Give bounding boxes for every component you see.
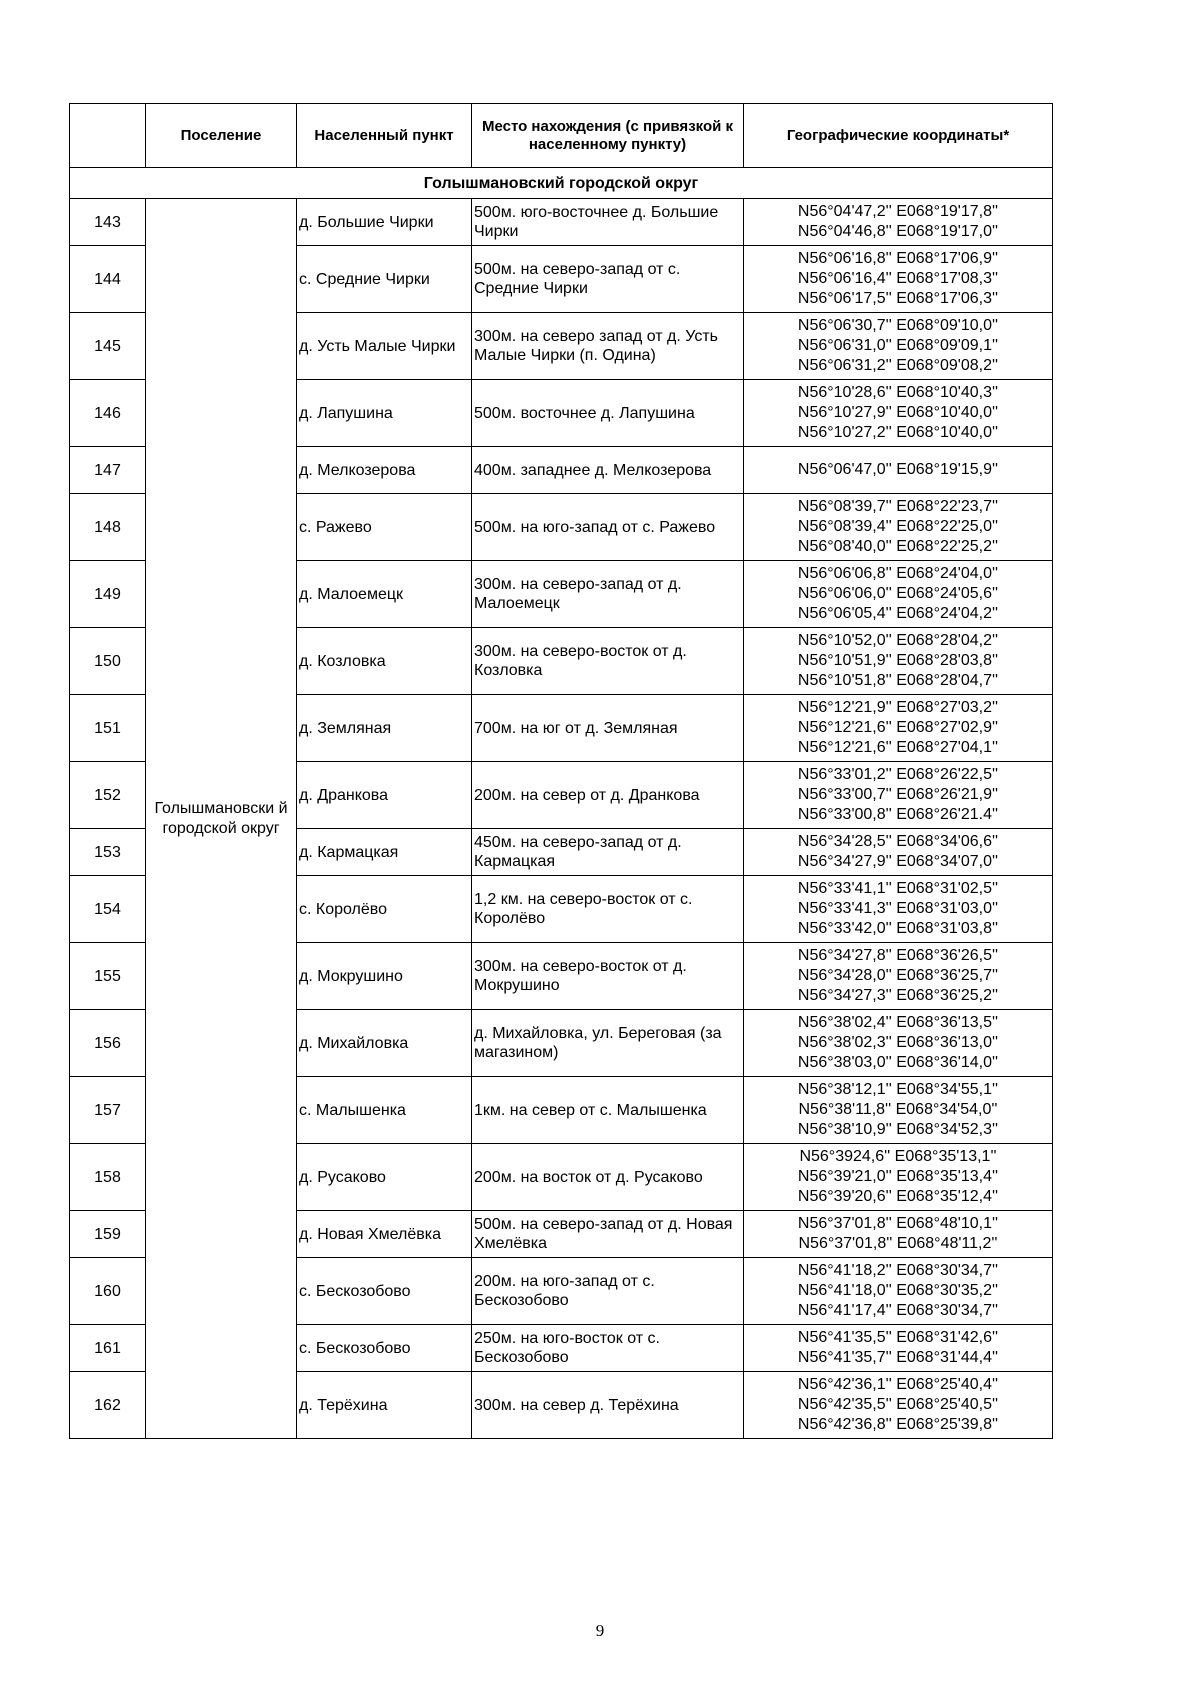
coordinate-line: N56°37'01,8'' E068°48'11,2'': [798, 1235, 998, 1252]
coordinate-line: N56°10'51,8'' E068°28'04,7'': [797, 672, 999, 689]
coordinate-line: N56°41'17,4'' E068°30'34,7'': [797, 1302, 999, 1319]
coordinate-line: N56°06'05,4'' E068°24'04,2'': [797, 605, 999, 622]
place-cell: 500м. на юго-запад от с. Ражево: [472, 494, 744, 561]
place-cell: 300м. на север д. Терёхина: [472, 1372, 744, 1439]
coordinate-line: N56°06'47,0'' E068°19'15,9'': [797, 461, 999, 478]
row-number: 156: [70, 1010, 146, 1077]
coordinate-line: N56°38'12,1'' E068°34'55,1'': [797, 1081, 999, 1098]
coordinate-line: N56°34'27,8'' E068°36'26,5'': [797, 947, 999, 964]
place-cell: 1,2 км. на северо-восток от с. Королёво: [472, 876, 744, 943]
header-settlement: Поселение: [146, 104, 297, 168]
coordinate-line: N56°38'02,4'' E068°36'13,5'': [797, 1014, 999, 1031]
place-cell: 300м. на северо-запад от д. Малоемецк: [472, 561, 744, 628]
coordinate-line: N56°41'18,0'' E068°30'35,2'': [797, 1282, 999, 1299]
coordinate-line: N56°41'35,5'' E068°31'42,6'': [797, 1329, 999, 1346]
coordinate-line: N56°08'40,0'' E068°22'25,2'': [797, 538, 999, 555]
coordinates-cell: [744, 199, 1053, 246]
locality-cell: д. Козловка: [297, 628, 472, 695]
coordinate-line: N56°39'20,6'' E068°35'12,4'': [797, 1188, 999, 1205]
place-cell: 250м. на юго-восток от с. Бескозобово: [472, 1325, 744, 1372]
coordinates-cell: [744, 695, 1053, 762]
row-number: 143: [70, 199, 146, 246]
locality-cell: д. Новая Хмелёвка: [297, 1211, 472, 1258]
coordinate-line: N56°10'27,2'' E068°10'40,0'': [797, 424, 999, 441]
coordinate-line: N56°10'51,9'' E068°28'03,8'': [797, 652, 999, 669]
coordinate-line: N56°41'35,7'' E068°31'44,4'': [797, 1349, 999, 1366]
coordinate-line: N56°10'28,6'' E068°10'40,3'': [797, 384, 999, 401]
coordinate-line: N56°04'46,8'' E068°19'17,0'': [797, 223, 999, 240]
place-cell: 500м. на северо-запад от д. Новая Хмелёвка: [472, 1211, 744, 1258]
locality-cell: д. Терёхина: [297, 1372, 472, 1439]
locality-cell: д. Лапушина: [297, 380, 472, 447]
row-number: 147: [70, 447, 146, 494]
coordinate-line: N56°06'16,8'' E068°17'06,9'': [797, 250, 999, 267]
coordinates-cell: [744, 447, 1053, 494]
coordinates-cell: [744, 494, 1053, 561]
coordinate-line: N56°06'30,7'' E068°09'10,0'': [797, 317, 999, 334]
place-cell: 700м. на юг от д. Земляная: [472, 695, 744, 762]
coordinate-line: N56°38'02,3'' E068°36'13,0'': [797, 1034, 999, 1051]
settlement-cell: Голышмановски й городской округ: [146, 199, 297, 1439]
locality-cell: с. Малышенка: [297, 1077, 472, 1144]
locality-cell: д. Мелкозерова: [297, 447, 472, 494]
header-number: [70, 104, 146, 168]
coordinates-cell: [744, 1325, 1053, 1372]
locality-cell: д. Мокрушино: [297, 943, 472, 1010]
header-coordinates: Географические координаты*: [744, 104, 1053, 168]
coordinate-line: N56°06'16,4'' E068°17'08,3'': [797, 270, 999, 287]
coordinate-line: N56°34'27,3'' E068°36'25,2'': [797, 987, 999, 1004]
row-number: 162: [70, 1372, 146, 1439]
place-cell: 200м. на север от д. Дранкова: [472, 762, 744, 829]
locality-cell: с. Ражево: [297, 494, 472, 561]
coordinate-line: N56°06'17,5'' E068°17'06,3'': [797, 290, 999, 307]
row-number: 145: [70, 313, 146, 380]
place-cell: 200м. на юго-запад от с. Бескозобово: [472, 1258, 744, 1325]
coordinate-line: N56°33'00,7'' E068°26'21,9'': [797, 786, 999, 803]
locality-cell: д. Дранкова: [297, 762, 472, 829]
coordinate-line: N56°37'01,8'' E068°48'10,1'': [797, 1215, 999, 1232]
locality-cell: с. Королёво: [297, 876, 472, 943]
place-cell: 500м. восточнее д. Лапушина: [472, 380, 744, 447]
locality-cell: д. Усть Малые Чирки: [297, 313, 472, 380]
place-cell: 450м. на северо-запад от д. Кармацкая: [472, 829, 744, 876]
coordinates-cell: [744, 1211, 1053, 1258]
coordinates-cell: [744, 943, 1053, 1010]
row-number: 146: [70, 380, 146, 447]
coordinates-cell: [744, 313, 1053, 380]
coordinates-cell: [744, 829, 1053, 876]
coordinates-cell: [744, 1144, 1053, 1211]
coordinates-cell: [744, 1258, 1053, 1325]
coordinate-line: N56°33'41,3'' E068°31'03,0'': [797, 900, 999, 917]
row-number: 158: [70, 1144, 146, 1211]
row-number: 148: [70, 494, 146, 561]
locality-cell: д. Михайловка: [297, 1010, 472, 1077]
row-number: 160: [70, 1258, 146, 1325]
place-cell: 300м. на северо запад от д. Усть Малые Чирки (п. Одина): [472, 313, 744, 380]
section-title: Голышмановский городской округ: [70, 168, 1053, 199]
locality-cell: с. Бескозобово: [297, 1258, 472, 1325]
row-number: 155: [70, 943, 146, 1010]
locality-cell: д. Русаково: [297, 1144, 472, 1211]
coordinate-line: N56°33'41,1'' E068°31'02,5'': [797, 880, 999, 897]
coordinates-cell: [744, 762, 1053, 829]
coordinate-line: N56°33'42,0'' E068°31'03,8'': [797, 920, 999, 937]
coordinates-cell: [744, 380, 1053, 447]
coordinate-line: N56°39'21,0'' E068°35'13,4'': [797, 1168, 999, 1185]
coordinate-line: N56°12'21,6'' E068°27'04,1'': [797, 739, 999, 756]
locality-cell: д. Земляная: [297, 695, 472, 762]
coordinate-line: N56°12'21,9'' E068°27'03,2'': [797, 699, 999, 716]
coordinate-line: N56°42'35,5'' E068°25'40,5'': [797, 1396, 999, 1413]
place-cell: 1км. на север от с. Малышенка: [472, 1077, 744, 1144]
coordinate-line: N56°42'36,8'' E068°25'39,8'': [797, 1416, 999, 1433]
coordinate-line: N56°34'28,5'' E068°34'06,6'': [797, 833, 999, 850]
place-cell: 500м. на северо-запад от с. Средние Чирки: [472, 246, 744, 313]
row-number: 154: [70, 876, 146, 943]
coordinate-line: N56°41'18,2'' E068°30'34,7'': [797, 1262, 999, 1279]
table-row: [70, 199, 1053, 246]
page-number: 9: [595, 1621, 605, 1640]
place-cell: 500м. юго-восточнее д. Большие Чирки: [472, 199, 744, 246]
coordinate-line: N56°08'39,7'' E068°22'23,7'': [797, 498, 999, 515]
coordinate-line: N56°33'01,2'' E068°26'22,5'': [797, 766, 999, 783]
coordinates-cell: [744, 561, 1053, 628]
coordinate-line: N56°33'00,8'' E068°26'21.4'': [797, 806, 999, 823]
coordinate-line: N56°12'21,6'' E068°27'02,9'': [797, 719, 999, 736]
header-locality: Населенный пункт: [297, 104, 472, 168]
coordinate-line: N56°06'06,0'' E068°24'05,6'': [797, 585, 999, 602]
place-cell: 300м. на северо-восток от д. Козловка: [472, 628, 744, 695]
coordinate-line: N56°3924,6'' E068°35'13,1'': [799, 1148, 997, 1165]
row-number: 161: [70, 1325, 146, 1372]
row-number: 151: [70, 695, 146, 762]
coordinate-line: N56°10'52,0'' E068°28'04,2'': [797, 632, 999, 649]
coordinate-line: N56°10'27,9'' E068°10'40,0'': [797, 404, 999, 421]
coordinates-cell: [744, 1010, 1053, 1077]
coordinates-cell: [744, 246, 1053, 313]
coordinate-line: N56°04'47,2'' E068°19'17,8'': [797, 203, 999, 220]
coordinate-line: N56°38'10,9'' E068°34'52,3'': [797, 1121, 999, 1138]
locality-cell: с. Средние Чирки: [297, 246, 472, 313]
coordinate-line: N56°08'39,4'' E068°22'25,0'': [797, 518, 999, 535]
coordinates-cell: [744, 1077, 1053, 1144]
locality-cell: д. Кармацкая: [297, 829, 472, 876]
place-cell: д. Михайловка, ул. Береговая (за магазином): [472, 1010, 744, 1077]
coordinate-line: N56°06'06,8'' E068°24'04,0'': [797, 565, 999, 582]
place-cell: 200м. на восток от д. Русаково: [472, 1144, 744, 1211]
place-cell: 300м. на северо-восток от д. Мокрушино: [472, 943, 744, 1010]
coordinates-cell: [744, 628, 1053, 695]
header-place: Место нахождения (с привязкой к населенному пункту): [472, 104, 744, 168]
coordinates-cell: [744, 1372, 1053, 1439]
coordinate-line: N56°06'31,2'' E068°09'08,2'': [797, 357, 999, 374]
row-number: 153: [70, 829, 146, 876]
locality-cell: д. Большие Чирки: [297, 199, 472, 246]
table-header-row: [70, 104, 1053, 168]
row-number: 159: [70, 1211, 146, 1258]
coordinates-cell: [744, 876, 1053, 943]
row-number: 152: [70, 762, 146, 829]
coordinate-line: N56°38'03,0'' E068°36'14,0'': [797, 1054, 999, 1071]
sites-table: [69, 103, 1053, 1439]
row-number: 157: [70, 1077, 146, 1144]
place-cell: 400м. западнее д. Мелкозерова: [472, 447, 744, 494]
row-number: 150: [70, 628, 146, 695]
coordinate-line: N56°38'11,8'' E068°34'54,0'': [798, 1101, 998, 1118]
row-number: 144: [70, 246, 146, 313]
coordinate-line: N56°06'31,0'' E068°09'09,1'': [797, 337, 999, 354]
coordinate-line: N56°42'36,1'' E068°25'40,4'': [797, 1376, 999, 1393]
section-row: [70, 168, 1053, 199]
coordinate-line: N56°34'28,0'' E068°36'25,7'': [797, 967, 999, 984]
row-number: 149: [70, 561, 146, 628]
locality-cell: с. Бескозобово: [297, 1325, 472, 1372]
locality-cell: д. Малоемецк: [297, 561, 472, 628]
table-body: [70, 168, 1053, 1439]
coordinate-line: N56°34'27,9'' E068°34'07,0'': [797, 853, 999, 870]
